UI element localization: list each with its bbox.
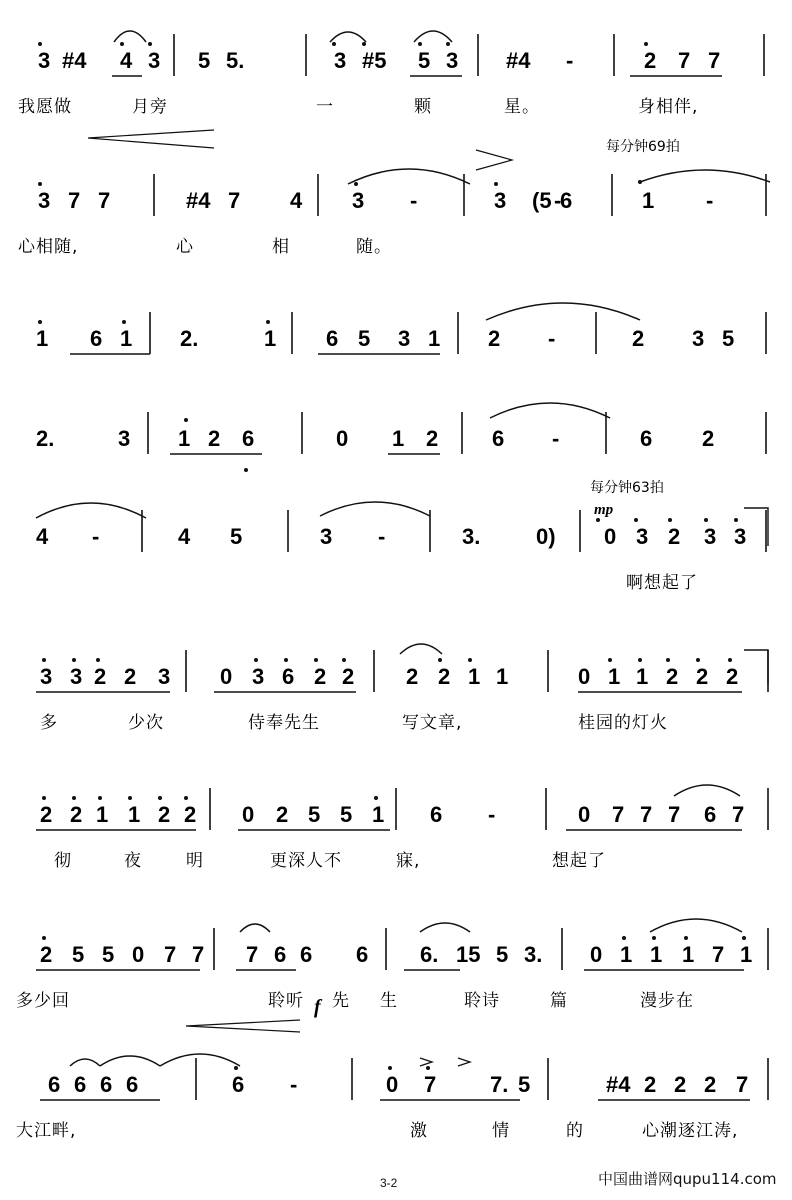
note: 6 [300,942,313,967]
lyric: 桂园的灯火 [578,713,668,733]
note: 3 [320,524,333,549]
octave-dot [388,1066,392,1070]
note: 5 [722,326,735,351]
note: 7 [68,188,81,213]
octave-dot [374,796,378,800]
note: 0 [604,524,617,549]
slur-arc [240,924,270,932]
note: 5 [198,48,211,73]
octave-dot [696,658,700,662]
octave-dot [684,936,688,940]
note: 0) [536,524,556,549]
note: 2 [276,802,289,827]
slur-arc [348,169,470,184]
note: 5 [340,802,353,827]
note: 1 [372,802,385,827]
slur-arc [650,919,742,932]
note: 1 [96,802,109,827]
note: #4 [606,1072,631,1097]
lyric: 啊想起了 [626,573,698,593]
note: 6 [90,326,103,351]
note: 3 [70,664,83,689]
note: - [378,524,386,549]
octave-dot [184,796,188,800]
note: #4 [186,188,211,213]
note: 1 [428,326,441,351]
note: - [548,326,556,351]
octave-dot [468,658,472,662]
note: 0 [336,426,349,451]
octave-dot [244,468,248,472]
octave-dot [652,936,656,940]
note: 4 [178,524,191,549]
note: 2 [702,426,715,451]
octave-dot [608,658,612,662]
note: 2 [488,326,501,351]
lyric: 心 [176,237,194,257]
note: 2 [70,802,83,827]
lyric: 身相伴, [638,97,699,117]
octave-dot [342,658,346,662]
octave-dot [254,658,258,662]
note: 1 [608,664,621,689]
note: 4 [36,524,49,549]
note: 2. [36,426,55,451]
note: 2. [180,326,199,351]
lyric: 情 [492,1121,510,1141]
note: 6 [356,942,369,967]
note: 3 [38,188,51,213]
octave-dot [314,658,318,662]
note: 7 [228,188,241,213]
note: 1 [468,664,481,689]
note: 4 [120,48,133,73]
note: 0 [242,802,255,827]
note: 7 [668,802,681,827]
octave-dot [622,936,626,940]
lyric: 生 [380,991,398,1011]
dynamic-mp: mp [594,502,614,518]
lyric: 漫步在 [640,991,694,1011]
note: - [290,1072,298,1097]
slur-arc [36,503,146,518]
octave-dot [284,658,288,662]
lyric: 篇 [550,991,568,1011]
note: 7 [732,802,745,827]
lyric: 夜 [124,851,142,871]
lyric: 心相随, [18,237,79,257]
lyric: 心潮逐江涛, [642,1121,739,1141]
lyric: 我愿做 [18,97,72,117]
lyric: 随。 [356,237,392,257]
note: - [566,48,574,73]
slur-arc [100,1056,160,1066]
octave-dot [234,1066,238,1070]
note: 1 [740,942,753,967]
note: 2 [438,664,451,689]
octave-dot [72,796,76,800]
note: 2 [726,664,739,689]
note: 5 [418,48,431,73]
lyric: 的 [566,1121,584,1141]
note: - [488,802,496,827]
note: 0 [590,942,603,967]
note: 5 [496,942,509,967]
octave-dot [734,518,738,522]
lyric: 大江畔, [16,1121,77,1141]
note: 2 [40,942,53,967]
octave-dot [668,518,672,522]
slur-arc [674,785,740,796]
octave-dot [98,796,102,800]
note: 6. [420,942,439,967]
note: 5 [308,802,321,827]
slur-arc [320,502,430,516]
note: 0 [578,802,591,827]
note: 7 [612,802,625,827]
lyric: 更深人不 [270,851,342,871]
note: 3 [734,524,747,549]
note: 7. [490,1072,509,1097]
octave-dot [42,936,46,940]
note: 2 [668,524,681,549]
octave-dot [42,796,46,800]
note: 7 [98,188,111,213]
octave-dot [362,42,366,46]
lyric: 少次 [128,713,164,733]
note: 7 [192,942,205,967]
lyric: 颗 [414,97,432,117]
lyric: 相 [272,237,290,257]
slur-arc [400,644,442,654]
note: 6 [560,188,573,213]
octave-dot [704,518,708,522]
octave-dot [596,518,600,522]
note: 3 [40,664,53,689]
note: 5 [72,942,85,967]
note: 6 [232,1072,245,1097]
note: 2 [184,802,197,827]
octave-dot [634,518,638,522]
note: 1 [128,802,141,827]
slur-arc [414,31,452,42]
note: 3 [636,524,649,549]
note: 3 [118,426,131,451]
note: 3 [352,188,365,213]
note: 3 [704,524,717,549]
octave-dot [426,1066,430,1070]
note: 3. [524,942,543,967]
note: 2 [644,1072,657,1097]
lyric: 写文章, [402,713,463,733]
lyric: 一 [316,97,334,117]
tempo-marking-63: 每分钟63拍 [590,480,664,496]
accent-mark [458,1058,470,1066]
slur-arc [114,31,146,42]
note: 3 [446,48,459,73]
note: 6 [704,802,717,827]
dynamic-f: f [314,996,321,1018]
note: 6 [282,664,295,689]
octave-dot [158,796,162,800]
octave-dot [128,796,132,800]
octave-dot [742,936,746,940]
octave-dot [332,42,336,46]
note: 1 [620,942,633,967]
note: 6 [430,802,443,827]
crescendo-hairpin [186,1020,300,1032]
octave-dot [438,658,442,662]
note: 2 [208,426,221,451]
octave-dot [42,658,46,662]
octave-dot [72,658,76,662]
note: 2 [40,802,53,827]
lyric: 寐, [396,851,421,871]
note: 2 [704,1072,717,1097]
note: 6 [48,1072,61,1097]
notes-layer [36,34,768,1100]
note: 1 [650,942,663,967]
note: 6 [274,942,287,967]
octave-dot [96,658,100,662]
note: 7 [712,942,725,967]
octave-dot [354,182,358,186]
lyric: 激 [410,1121,428,1141]
note: 4 [290,188,303,213]
note: - [554,188,562,213]
lyric: 星。 [504,97,540,117]
note: - [92,524,100,549]
note: 0 [220,664,233,689]
octave-dot [666,658,670,662]
octave-dot [638,658,642,662]
note: 1 [120,326,133,351]
octave-dot [120,42,124,46]
lyric: 先 [332,991,350,1011]
note: - [410,188,418,213]
slur-arc [490,403,610,418]
octave-dot [728,658,732,662]
note: 1 [264,326,277,351]
note: 6 [74,1072,87,1097]
note: - [552,426,560,451]
crescendo-hairpin [88,130,214,148]
note: 6 [492,426,505,451]
note: 2 [426,426,439,451]
note: 6 [242,426,255,451]
note: 3 [148,48,161,73]
note: 1 [178,426,191,451]
slur-arc [486,303,640,320]
note: 6 [100,1072,113,1097]
page-number: 3-2 [380,1176,398,1190]
octave-dot [38,42,42,46]
note: 6 [126,1072,139,1097]
note: 2 [94,664,107,689]
note: (5 [532,188,552,213]
octave-dot [184,418,188,422]
lyric: 多少回 [16,991,70,1011]
note: 15 [456,942,481,967]
decrescendo-hairpin [476,150,512,170]
note: 2 [666,664,679,689]
octave-dot [38,320,42,324]
note: 7 [736,1072,749,1097]
note: #4 [506,48,531,73]
note: #4 [62,48,87,73]
lyric: 聆诗 [464,991,500,1011]
lyric: 明 [186,851,204,871]
note: 5 [518,1072,531,1097]
note: 1 [392,426,405,451]
octave-dot [122,320,126,324]
note: 7 [640,802,653,827]
octave-dot [148,42,152,46]
note: 0 [578,664,591,689]
slur-arc [640,170,770,182]
note: 5 [358,326,371,351]
slur-arc [70,1059,100,1066]
note: #5 [362,48,387,73]
octave-dot [418,42,422,46]
note: 1 [36,326,49,351]
accent-mark [420,1058,432,1066]
slur-arc [330,32,366,42]
site-watermark: 中国曲谱网qupu114.com [598,1170,777,1188]
octave-dot [446,42,450,46]
lyric: 想起了 [552,851,606,871]
note: 1 [682,942,695,967]
note: 2 [158,802,171,827]
note: 2 [342,664,355,689]
note: 3 [252,664,265,689]
octave-dot [638,180,642,184]
tempo-marking-69: 每分钟69拍 [606,139,680,155]
lyric: 月旁 [132,97,168,117]
note: 3 [38,48,51,73]
note: 7 [246,942,259,967]
note: 2 [406,664,419,689]
note: 1 [642,188,655,213]
note: 5 [230,524,243,549]
note: 3 [158,664,171,689]
note: 2 [674,1072,687,1097]
lyric: 彻 [54,851,72,871]
note: 7 [678,48,691,73]
note: 1 [636,664,649,689]
note: 2 [632,326,645,351]
note: 7 [424,1072,437,1097]
note: 3 [692,326,705,351]
note: 2 [124,664,137,689]
lyric: 侍奉先生 [248,713,320,733]
slur-arc [160,1054,240,1066]
note: 3 [398,326,411,351]
note: 3. [462,524,481,549]
slur-arc [420,923,470,932]
marks-layer [36,31,770,1100]
lyrics-layer [16,97,738,1141]
bracket-mark [744,650,768,684]
note: 5. [226,48,245,73]
lyric: 多 [40,713,58,733]
note: 6 [640,426,653,451]
octave-dot [38,182,42,186]
note: 3 [494,188,507,213]
note: 6 [326,326,339,351]
note: 2 [644,48,657,73]
note: 1 [496,664,509,689]
note: 2 [314,664,327,689]
octave-dot [644,42,648,46]
note: - [706,188,714,213]
note: 0 [132,942,145,967]
note: 3 [334,48,347,73]
octave-dot [266,320,270,324]
note: 7 [708,48,721,73]
note: 7 [164,942,177,967]
note: 5 [102,942,115,967]
note: 0 [386,1072,399,1097]
lyric: 聆听 [268,991,304,1011]
octave-dot [494,182,498,186]
note: 2 [696,664,709,689]
bracket-mark [744,508,768,546]
